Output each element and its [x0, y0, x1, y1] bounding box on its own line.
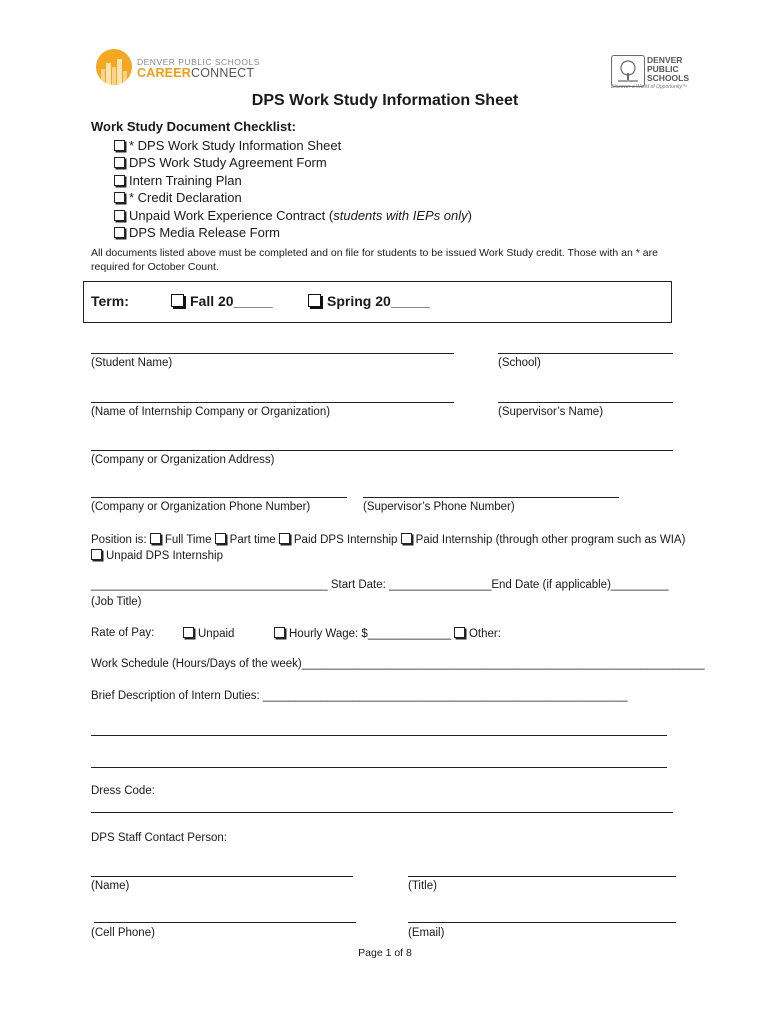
school-line[interactable]: [498, 353, 673, 354]
checkbox-icon[interactable]: [454, 627, 465, 638]
staff-contact-label: DPS Staff Contact Person:: [91, 832, 227, 844]
checklist-item[interactable]: * DPS Work Study Information Sheet: [114, 137, 472, 154]
page-number: Page 1 of 8: [358, 947, 412, 959]
work-schedule-field[interactable]: Work Schedule (Hours/Days of the week)_______________________________________________________________: [91, 658, 705, 670]
checklist-item[interactable]: Intern Training Plan: [114, 172, 472, 189]
checkbox-icon[interactable]: [114, 140, 125, 151]
option-unpaid-dps[interactable]: Unpaid DPS Internship: [91, 550, 223, 562]
position-options: Position is: Full Time Part time Paid DPS Internship Paid Internship (through other program such as WIA) Unpaid DPS Internship: [91, 534, 686, 562]
instructions-note: All documents listed above must be completed and on file for students to be issued Work Study credit. Those with an * are required for October Count.: [91, 247, 658, 273]
supervisor-name-line[interactable]: [498, 402, 673, 403]
checklist: [114, 137, 472, 241]
city-skyline-icon: [96, 49, 132, 85]
company-address-line[interactable]: [91, 450, 673, 451]
page-title: DPS Work Study Information Sheet: [251, 92, 519, 109]
job-title-label: (Job Title): [91, 596, 142, 608]
company-name-line[interactable]: [91, 402, 454, 403]
contact-title-label: (Title): [408, 880, 437, 892]
contact-title-line[interactable]: [408, 876, 676, 877]
checkbox-icon[interactable]: [274, 627, 285, 638]
checkbox-icon[interactable]: [114, 227, 125, 238]
spring-option[interactable]: Spring 20_____: [308, 293, 430, 309]
option-hourly[interactable]: Hourly Wage: $_____________ Other:: [274, 627, 501, 640]
logo-wordmark: CAREERCONNECT: [137, 66, 255, 80]
duties-line-3[interactable]: [91, 767, 667, 768]
dress-code-line[interactable]: [91, 812, 673, 813]
supervisor-phone-label: (Supervisor’s Phone Number): [363, 501, 515, 513]
company-phone-label: (Company or Organization Phone Number): [91, 501, 311, 513]
checkbox-icon[interactable]: [183, 627, 194, 638]
checkbox-icon[interactable]: [401, 533, 412, 544]
intern-duties-field[interactable]: Brief Description of Intern Duties: _________________________________________________________: [91, 690, 628, 702]
company-address-label: (Company or Organization Address): [91, 454, 275, 466]
checklist-item[interactable]: DPS Media Release Form: [114, 224, 472, 241]
company-name-label: (Name of Internship Company or Organization): [91, 406, 331, 418]
rate-of-pay-label: Rate of Pay:: [91, 627, 155, 639]
option-paid-dps[interactable]: Paid DPS Internship: [279, 534, 398, 546]
checkbox-icon[interactable]: [215, 533, 226, 544]
checkbox-icon[interactable]: [171, 294, 184, 307]
option-unpaid[interactable]: Unpaid: [183, 627, 234, 640]
duties-line-2[interactable]: [91, 735, 667, 736]
supervisor-name-label: (Supervisor’s Name): [498, 406, 604, 418]
checkbox-icon[interactable]: [114, 157, 125, 168]
fall-option[interactable]: Fall 20_____: [171, 293, 273, 309]
checkbox-icon[interactable]: [114, 175, 125, 186]
student-name-line[interactable]: [91, 353, 454, 354]
checkbox-icon[interactable]: [150, 533, 161, 544]
option-part-time[interactable]: Part time: [215, 534, 276, 546]
logo-tagline: Discover a World of Opportunity™: [611, 84, 687, 90]
checklist-item[interactable]: Unpaid Work Experience Contract (students with IEPs only): [114, 207, 472, 224]
term-label: Term:: [91, 293, 129, 309]
contact-cell-line[interactable]: [94, 922, 356, 923]
option-full-time[interactable]: Full Time: [150, 534, 212, 546]
checkbox-icon[interactable]: [91, 549, 102, 560]
contact-name-label: (Name): [91, 880, 130, 892]
supervisor-phone-line[interactable]: [363, 497, 619, 498]
tree-icon: [611, 55, 645, 87]
student-name-label: (Student Name): [91, 357, 173, 369]
contact-cell-label: (Cell Phone): [91, 927, 155, 939]
school-label: (School): [498, 357, 541, 369]
checkbox-icon[interactable]: [114, 192, 125, 203]
checklist-item[interactable]: DPS Work Study Agreement Form: [114, 154, 472, 171]
job-dates-row[interactable]: _____________________________________ Start Date: ________________End Date (if applicable)_________: [91, 579, 669, 591]
dress-code-label: Dress Code:: [91, 785, 155, 797]
contact-name-line[interactable]: [91, 876, 353, 877]
logo-subtitle: DENVER PUBLIC SCHOOLS: [137, 57, 260, 67]
checkbox-icon[interactable]: [279, 533, 290, 544]
checkbox-icon[interactable]: [308, 294, 321, 307]
checklist-heading: Work Study Document Checklist:: [91, 119, 296, 134]
company-phone-line[interactable]: [91, 497, 347, 498]
checklist-item[interactable]: * Credit Declaration: [114, 189, 472, 206]
checkbox-icon[interactable]: [114, 210, 125, 221]
option-paid-other[interactable]: Paid Internship (through other program such as WIA): [401, 534, 686, 546]
contact-email-label: (Email): [408, 927, 445, 939]
contact-email-line[interactable]: [408, 922, 676, 923]
